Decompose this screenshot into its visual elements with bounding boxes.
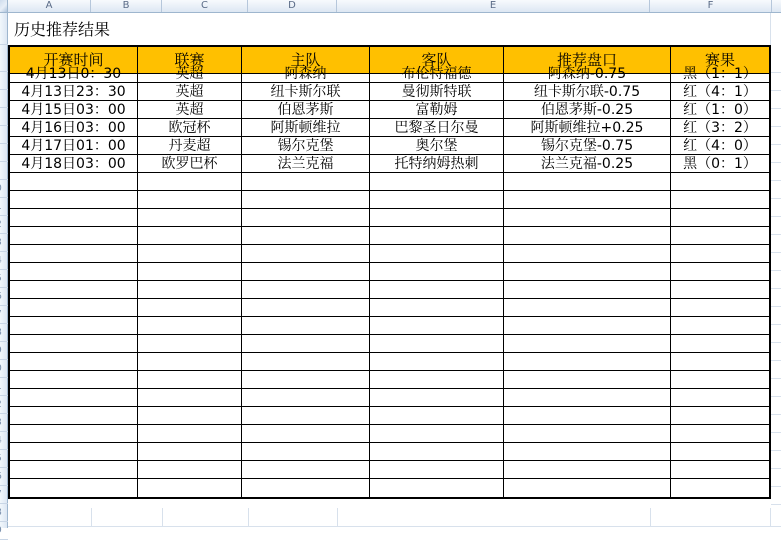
empty-cell[interactable] <box>138 299 242 317</box>
row-header-strip <box>0 13 8 528</box>
row-header-10[interactable] <box>0 180 8 198</box>
empty-cell[interactable] <box>671 443 769 461</box>
header-home-team[interactable]: 主队 <box>242 47 370 74</box>
empty-cell[interactable] <box>370 173 504 191</box>
empty-cell[interactable] <box>671 371 769 389</box>
empty-cell[interactable] <box>370 227 504 245</box>
empty-cell[interactable] <box>671 389 769 407</box>
cell-away[interactable]: 布伦特福德 <box>370 65 504 83</box>
gridline <box>771 162 781 163</box>
row-header-24[interactable] <box>0 432 8 450</box>
row-header-19[interactable] <box>0 342 8 360</box>
empty-cell[interactable] <box>671 173 769 191</box>
empty-cell[interactable] <box>138 245 242 263</box>
gridline <box>771 216 781 217</box>
empty-cell[interactable] <box>504 425 671 443</box>
cell-home[interactable]: 阿森纳 <box>242 65 370 83</box>
empty-cell[interactable] <box>370 479 504 497</box>
empty-cell[interactable] <box>138 335 242 353</box>
cell-result[interactable]: 红（3：2） <box>671 119 769 137</box>
cell-league[interactable]: 英超 <box>138 83 242 101</box>
row-header-16[interactable] <box>0 288 8 306</box>
gridline <box>771 108 781 109</box>
cell-away[interactable]: 巴黎圣日尔曼 <box>370 119 504 137</box>
row-header-2[interactable] <box>0 13 8 45</box>
empty-cell[interactable] <box>671 209 769 227</box>
gridline <box>771 252 781 253</box>
empty-cell[interactable] <box>10 443 138 461</box>
empty-cell[interactable] <box>504 407 671 425</box>
gridline <box>91 508 92 526</box>
cell-result[interactable]: 红（1：0） <box>671 101 769 119</box>
empty-cell[interactable] <box>10 461 138 479</box>
empty-cell[interactable] <box>242 425 370 443</box>
empty-cell[interactable] <box>138 209 242 227</box>
empty-cell[interactable] <box>370 389 504 407</box>
row-header-29[interactable] <box>0 522 8 540</box>
empty-cell[interactable] <box>671 227 769 245</box>
cell-time[interactable]: 4月13日0：30 <box>10 65 138 83</box>
select-all-corner[interactable] <box>0 0 8 13</box>
empty-cell[interactable] <box>138 281 242 299</box>
empty-cell[interactable] <box>138 263 242 281</box>
column-header-d[interactable]: D <box>248 0 337 12</box>
header-league[interactable]: 联赛 <box>138 47 242 74</box>
empty-cell[interactable] <box>370 461 504 479</box>
column-header-g[interactable] <box>772 0 781 12</box>
column-header-e[interactable]: E <box>337 0 650 12</box>
empty-cell[interactable] <box>138 191 242 209</box>
cell-time[interactable]: 4月15日03：00 <box>10 101 138 119</box>
cell-time[interactable]: 4月13日23：30 <box>10 83 138 101</box>
gridline <box>337 508 338 526</box>
empty-cell[interactable] <box>504 371 671 389</box>
header-start-time[interactable]: 开赛时间 <box>10 47 138 74</box>
row-header-18[interactable] <box>0 324 8 342</box>
empty-cell[interactable] <box>138 479 242 497</box>
cell-league[interactable]: 欧罗巴杯 <box>138 155 242 173</box>
empty-cell[interactable] <box>10 227 138 245</box>
empty-cell[interactable] <box>10 191 138 209</box>
column-header-f[interactable]: F <box>650 0 772 12</box>
gridline <box>771 378 781 379</box>
cell-league[interactable]: 英超 <box>138 65 242 83</box>
empty-cell[interactable] <box>370 335 504 353</box>
gridline <box>771 414 781 415</box>
row-header-4[interactable] <box>0 72 8 90</box>
gridline <box>771 342 781 343</box>
title-cell[interactable]: 历史推荐结果 <box>14 19 111 39</box>
empty-cell[interactable] <box>138 425 242 443</box>
empty-cell[interactable] <box>10 407 138 425</box>
gridline <box>771 270 781 271</box>
row-header-5[interactable] <box>0 90 8 108</box>
gridline <box>771 486 781 487</box>
empty-cell[interactable] <box>10 299 138 317</box>
empty-cell[interactable] <box>242 191 370 209</box>
empty-cell[interactable] <box>671 353 769 371</box>
empty-cell[interactable] <box>504 191 671 209</box>
row-header-22[interactable] <box>0 396 8 414</box>
row-header-20[interactable] <box>0 360 8 378</box>
empty-cell[interactable] <box>138 443 242 461</box>
empty-cell[interactable] <box>138 389 242 407</box>
empty-cell[interactable] <box>10 371 138 389</box>
empty-cell[interactable] <box>242 281 370 299</box>
row-header-27[interactable] <box>0 486 8 504</box>
empty-cell[interactable] <box>242 371 370 389</box>
header-handicap[interactable]: 推荐盘口 <box>504 47 671 74</box>
cell-home[interactable]: 阿斯顿维拉 <box>242 119 370 137</box>
cell-result[interactable]: 红（4：0） <box>671 137 769 155</box>
empty-cell[interactable] <box>671 281 769 299</box>
empty-cell[interactable] <box>242 173 370 191</box>
empty-cell[interactable] <box>671 191 769 209</box>
cell-away[interactable]: 曼彻斯特联 <box>370 83 504 101</box>
empty-cell[interactable] <box>10 245 138 263</box>
gridline <box>771 432 781 433</box>
empty-cell[interactable] <box>370 443 504 461</box>
row-header-17[interactable] <box>0 306 8 324</box>
gridline <box>650 508 651 526</box>
empty-cell[interactable] <box>10 173 138 191</box>
row-header-7[interactable] <box>0 126 8 144</box>
gridline <box>771 180 781 181</box>
cell-away[interactable]: 奥尔堡 <box>370 137 504 155</box>
gridline <box>770 13 771 45</box>
empty-cell[interactable] <box>242 389 370 407</box>
empty-cell[interactable] <box>504 389 671 407</box>
gridline <box>771 90 781 91</box>
empty-cell[interactable] <box>138 227 242 245</box>
empty-cell[interactable] <box>504 173 671 191</box>
cell-result[interactable]: 黑（0：1） <box>671 155 769 173</box>
cell-time[interactable]: 4月18日03：00 <box>10 155 138 173</box>
cell-handicap[interactable]: 法兰克福-0.25 <box>504 155 671 173</box>
column-header-strip <box>8 0 781 13</box>
cell-time[interactable]: 4月17日01：00 <box>10 137 138 155</box>
header-result[interactable]: 赛果 <box>671 47 769 74</box>
empty-cell[interactable] <box>671 425 769 443</box>
row-header-3[interactable] <box>0 45 8 72</box>
empty-cell[interactable] <box>10 281 138 299</box>
column-header-a[interactable]: A <box>8 0 91 12</box>
gridline <box>771 450 781 451</box>
empty-cell[interactable] <box>138 353 242 371</box>
empty-cell[interactable] <box>370 299 504 317</box>
cell-handicap[interactable]: 阿斯顿维拉+0.25 <box>504 119 671 137</box>
empty-cell[interactable] <box>242 317 370 335</box>
empty-cell[interactable] <box>671 299 769 317</box>
empty-cell[interactable] <box>504 443 671 461</box>
column-header-b[interactable]: B <box>91 0 162 12</box>
empty-cell[interactable] <box>370 191 504 209</box>
empty-cell[interactable] <box>504 353 671 371</box>
row-header-8[interactable] <box>0 144 8 162</box>
empty-cell[interactable] <box>504 317 671 335</box>
gridline <box>770 508 771 526</box>
empty-cell[interactable] <box>671 245 769 263</box>
empty-cell[interactable] <box>504 479 671 497</box>
empty-cell[interactable] <box>671 263 769 281</box>
empty-cell[interactable] <box>242 227 370 245</box>
gridline <box>771 360 781 361</box>
empty-cell[interactable] <box>242 299 370 317</box>
gridline <box>8 526 781 527</box>
empty-cell[interactable] <box>671 407 769 425</box>
empty-cell[interactable] <box>504 245 671 263</box>
empty-cell[interactable] <box>671 317 769 335</box>
empty-cell[interactable] <box>370 209 504 227</box>
empty-cell[interactable] <box>138 407 242 425</box>
empty-cell[interactable] <box>370 281 504 299</box>
cell-result[interactable]: 红（4：1） <box>671 83 769 101</box>
empty-cell[interactable] <box>370 245 504 263</box>
empty-cell[interactable] <box>504 263 671 281</box>
cell-league[interactable]: 英超 <box>138 101 242 119</box>
row-header-14[interactable] <box>0 252 8 270</box>
empty-cell[interactable] <box>504 335 671 353</box>
row-header-23[interactable] <box>0 414 8 432</box>
empty-cell[interactable] <box>10 479 138 497</box>
empty-cell[interactable] <box>242 209 370 227</box>
empty-cell[interactable] <box>10 353 138 371</box>
empty-cell[interactable] <box>10 425 138 443</box>
empty-cell[interactable] <box>504 227 671 245</box>
empty-cell[interactable] <box>504 281 671 299</box>
empty-cell[interactable] <box>242 461 370 479</box>
gridline <box>771 144 781 145</box>
cell-handicap[interactable]: 锡尔克堡-0.75 <box>504 137 671 155</box>
cell-away[interactable]: 富勒姆 <box>370 101 504 119</box>
gridline <box>771 288 781 289</box>
cell-handicap[interactable]: 纽卡斯尔联-0.75 <box>504 83 671 101</box>
row-header-28[interactable] <box>0 504 8 522</box>
row-header-9[interactable] <box>0 162 8 180</box>
empty-cell[interactable] <box>10 317 138 335</box>
gridline <box>771 234 781 235</box>
empty-cell[interactable] <box>10 209 138 227</box>
cell-result[interactable]: 黑（1：1） <box>671 65 769 83</box>
row-header-13[interactable] <box>0 234 8 252</box>
empty-cell[interactable] <box>138 371 242 389</box>
gridline <box>771 72 781 73</box>
cell-home[interactable]: 锡尔克堡 <box>242 137 370 155</box>
empty-cell[interactable] <box>504 461 671 479</box>
gridline <box>771 468 781 469</box>
empty-cell[interactable] <box>242 245 370 263</box>
empty-cell[interactable] <box>504 209 671 227</box>
gridline <box>771 324 781 325</box>
cell-league[interactable]: 欧冠杯 <box>138 119 242 137</box>
gridline <box>771 126 781 127</box>
empty-cell[interactable] <box>242 443 370 461</box>
cell-home[interactable]: 纽卡斯尔联 <box>242 83 370 101</box>
empty-cell[interactable] <box>242 335 370 353</box>
gridline <box>248 508 249 526</box>
row-header-26[interactable] <box>0 468 8 486</box>
column-header-c[interactable]: C <box>162 0 248 12</box>
empty-cell[interactable] <box>370 407 504 425</box>
cell-handicap[interactable]: 伯恩茅斯-0.25 <box>504 101 671 119</box>
row-header-25[interactable] <box>0 450 8 468</box>
empty-cell[interactable] <box>671 461 769 479</box>
empty-cell[interactable] <box>242 263 370 281</box>
empty-cell[interactable] <box>242 407 370 425</box>
row-header-12[interactable] <box>0 216 8 234</box>
empty-cell[interactable] <box>138 461 242 479</box>
empty-cell[interactable] <box>10 335 138 353</box>
cell-time[interactable]: 4月16日03：00 <box>10 119 138 137</box>
cell-handicap[interactable]: 阿森纳-0.75 <box>504 65 671 83</box>
gridline <box>162 508 163 526</box>
empty-cell[interactable] <box>10 263 138 281</box>
empty-cell[interactable] <box>370 263 504 281</box>
cell-league[interactable]: 丹麦超 <box>138 137 242 155</box>
empty-cell[interactable] <box>138 317 242 335</box>
empty-cell[interactable] <box>504 299 671 317</box>
empty-cell[interactable] <box>370 371 504 389</box>
header-away-team[interactable]: 客队 <box>370 47 504 74</box>
row-header-21[interactable] <box>0 378 8 396</box>
row-header-11[interactable] <box>0 198 8 216</box>
empty-cell[interactable] <box>242 479 370 497</box>
cell-home[interactable]: 法兰克福 <box>242 155 370 173</box>
empty-cell[interactable] <box>370 317 504 335</box>
gridline <box>771 198 781 199</box>
empty-cell[interactable] <box>370 353 504 371</box>
gridline <box>771 504 781 505</box>
row-header-6[interactable] <box>0 108 8 126</box>
empty-cell[interactable] <box>671 335 769 353</box>
empty-cell[interactable] <box>138 173 242 191</box>
cell-away[interactable]: 托特纳姆热刺 <box>370 155 504 173</box>
empty-cell[interactable] <box>671 479 769 497</box>
gridline <box>771 396 781 397</box>
empty-cell[interactable] <box>10 389 138 407</box>
empty-cell[interactable] <box>242 353 370 371</box>
row-header-15[interactable] <box>0 270 8 288</box>
results-table <box>8 45 771 499</box>
gridline <box>771 306 781 307</box>
empty-cell[interactable] <box>370 425 504 443</box>
cell-home[interactable]: 伯恩茅斯 <box>242 101 370 119</box>
